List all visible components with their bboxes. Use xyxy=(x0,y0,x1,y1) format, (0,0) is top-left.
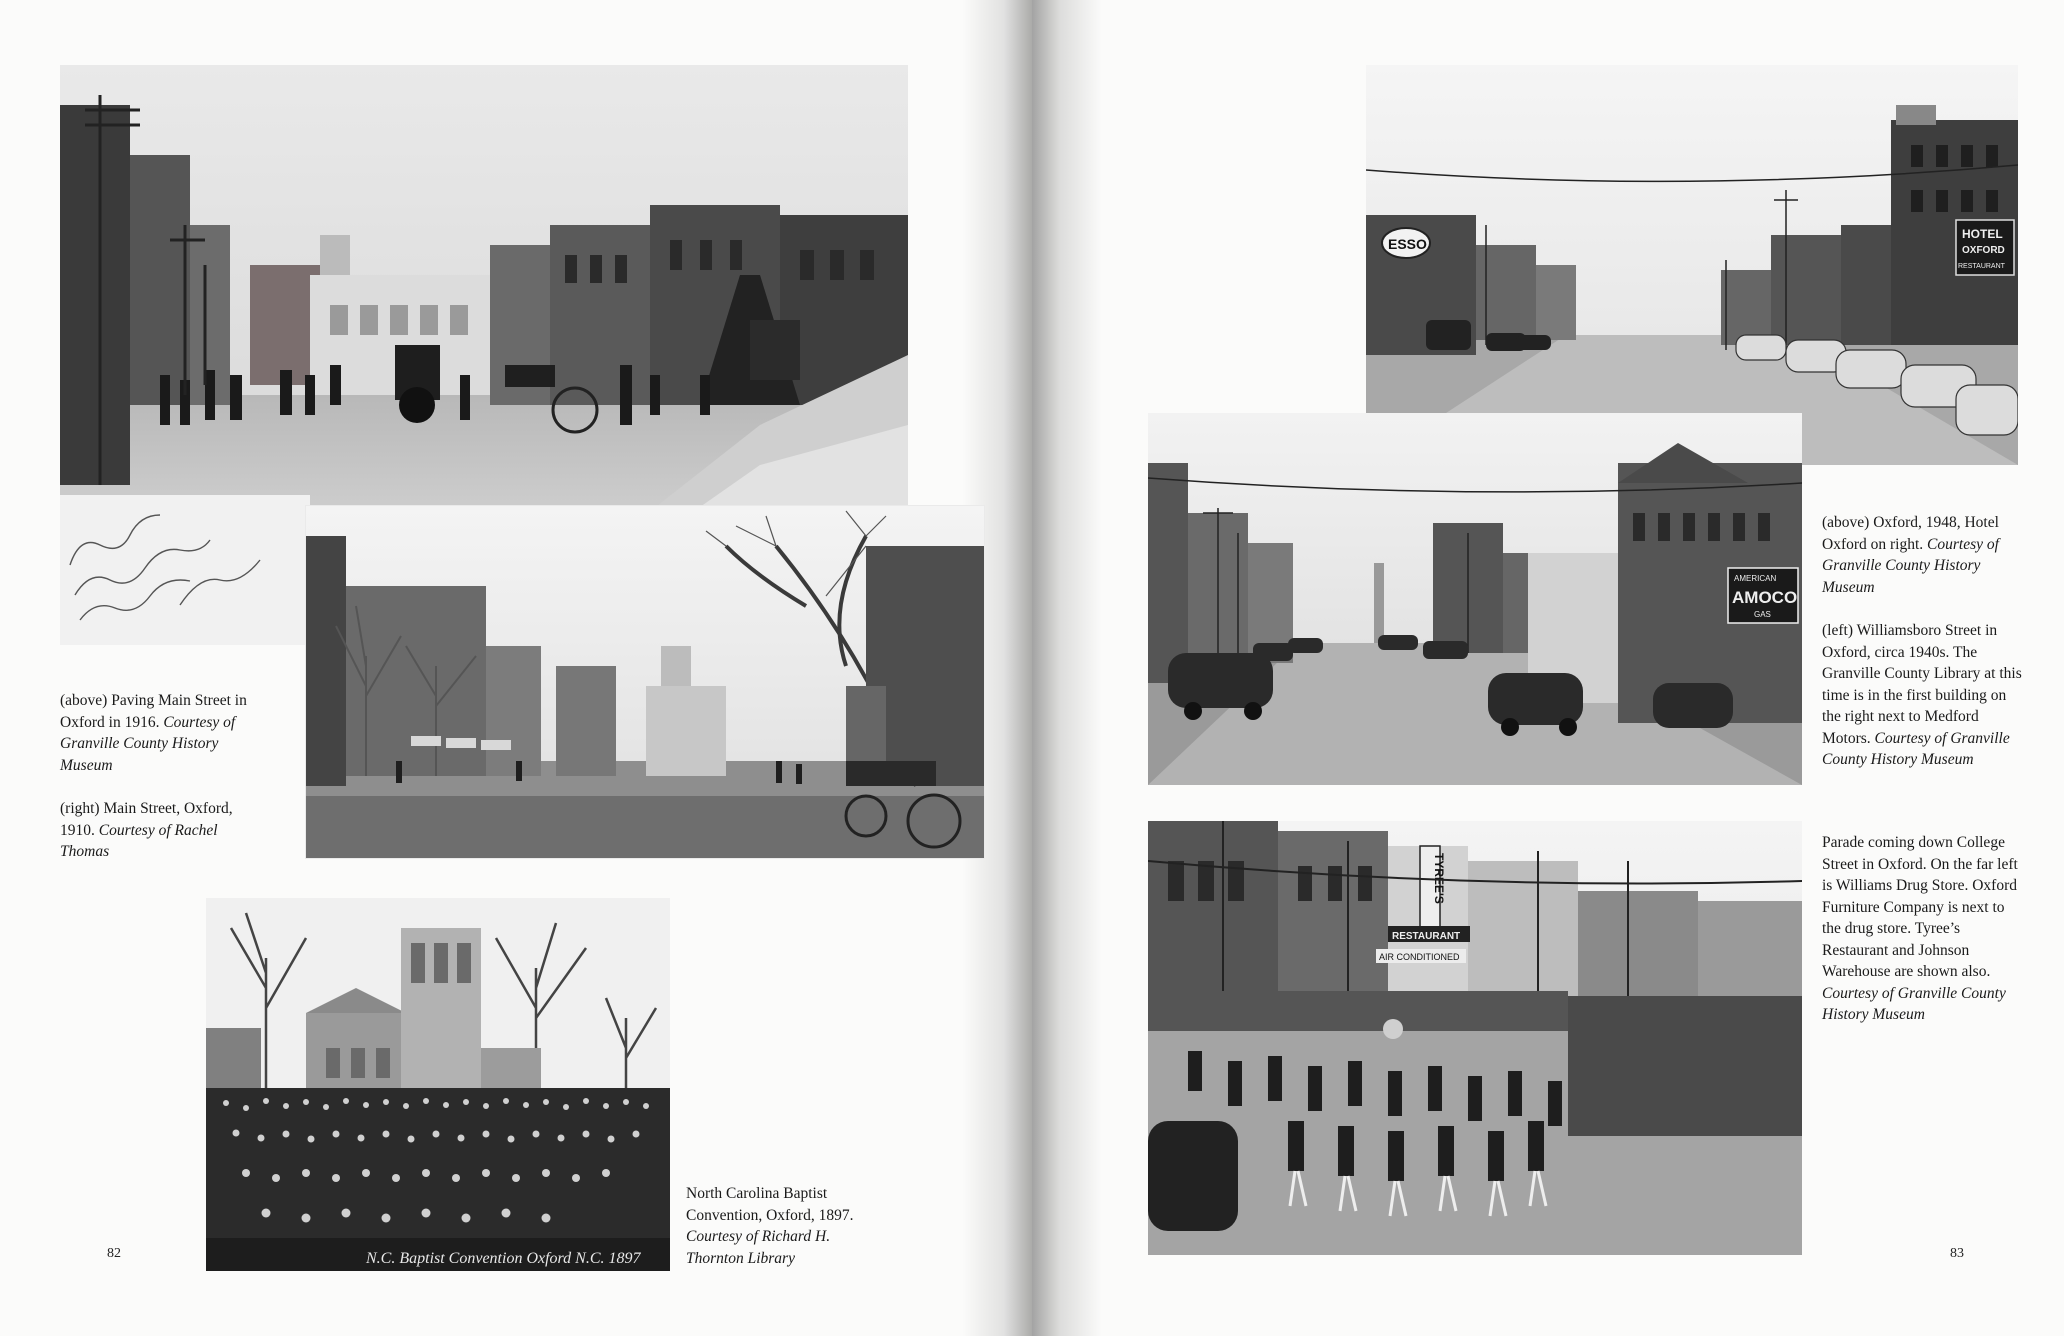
photo-williamsboro-street xyxy=(1148,413,1802,785)
amoco-sign: AMOCO xyxy=(1732,588,1798,607)
caption-convention-credit: Courtesy of Richard H. Thornton Library xyxy=(686,1228,831,1267)
caption-convention-text: North Carolina Baptist Convention, Oxford, 1897. xyxy=(686,1185,854,1224)
restaurant-sign: RESTAURANT xyxy=(1958,263,2005,270)
page-right xyxy=(1032,0,2064,1336)
oxford-sign: OXFORD xyxy=(1962,245,2005,256)
page-number-left: 82 xyxy=(107,1246,121,1261)
air-conditioned-sign: AIR CONDITIONED xyxy=(1379,952,1460,962)
restaurant-sign: RESTAURANT xyxy=(1392,931,1461,942)
american-sign: AMERICAN xyxy=(1734,574,1777,583)
caption-hotel-text: (above) Oxford, 1948, Hotel Oxford on right. xyxy=(1822,514,1999,553)
gas-sign: GAS xyxy=(1754,610,1771,619)
convention-inscription: N.C. Baptist Convention Oxford N.C. 1897 xyxy=(366,1250,641,1267)
caption-paving xyxy=(60,690,270,885)
caption-parade-credit: Courtesy of Granville County History Museum xyxy=(1822,984,2006,1023)
caption-williamsboro-credit: Courtesy of Granville County History Museum xyxy=(1822,729,2010,768)
photo-hotel-oxford-1948 xyxy=(1366,65,2018,465)
photo-main-street-1910 xyxy=(305,505,985,859)
page-number-right: 83 xyxy=(1950,1246,1964,1261)
caption-parade-text: Parade coming down College Street in Oxford. On the far left is Williams Drug Store. Oxford Furniture Company is next to the drug store. Tyree’s Restaurant and Johnson Warehouse are shown also. xyxy=(1822,834,2018,980)
caption-hotel-credit: Courtesy of Granville County History Museum xyxy=(1822,535,1999,596)
hotel-sign: HOTEL xyxy=(1962,227,2003,241)
caption-main-street-text: (right) Main Street, Oxford, 1910. xyxy=(60,800,233,839)
photo-parade-college-street xyxy=(1148,821,1802,1255)
caption-paving-credit: Courtesy of Granville County History Museum xyxy=(60,713,236,774)
caption-main-street-credit: Courtesy of Rachel Thomas xyxy=(60,821,218,860)
tyrees-sign: TYREE'S xyxy=(1432,853,1446,904)
caption-williamsboro-text: (left) Williamsboro Street in Oxford, circa 1940s. The Granville County Library at this time is in the first building on the right next to Medford Motors. xyxy=(1822,622,2022,747)
caption-paving-text: (above) Paving Main Street in Oxford in 1916. xyxy=(60,692,247,731)
esso-sign: ESSO xyxy=(1388,236,1427,252)
caption-convention xyxy=(686,1183,866,1291)
caption-parade xyxy=(1822,832,2022,1048)
caption-hotel-oxford xyxy=(1822,512,2022,793)
photo-nc-baptist-convention xyxy=(206,898,670,1271)
gutter-shadow xyxy=(1032,0,1102,1336)
